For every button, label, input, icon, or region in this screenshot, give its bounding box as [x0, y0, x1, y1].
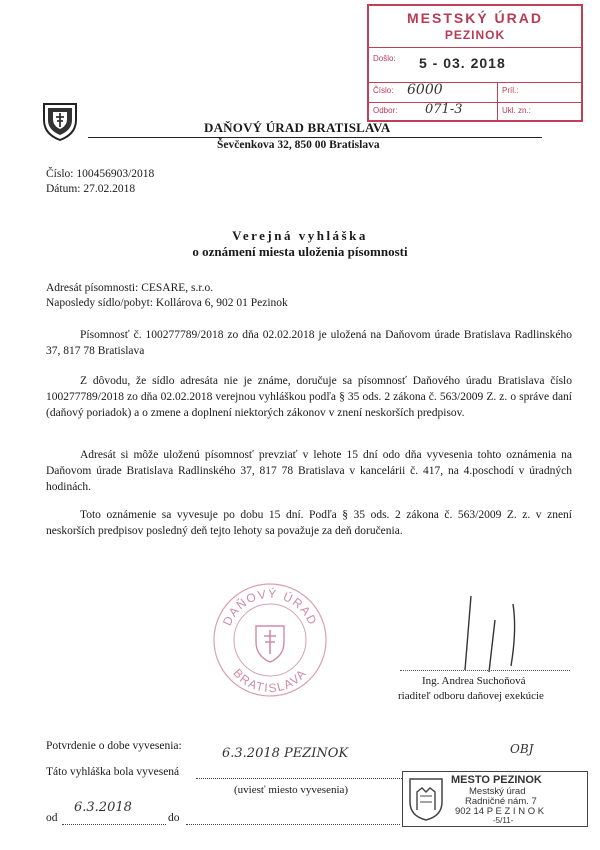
posted-place-line: [196, 778, 402, 779]
town-office-stamp: [402, 771, 588, 827]
town-stamp-line1: MESTO PEZINOK: [451, 774, 542, 786]
received-label: Došlo:: [373, 54, 396, 63]
registry-stamp-subtitle: PEZINOK: [444, 28, 506, 42]
posted-handwritten: 6.3.2018 PEZINOK: [222, 746, 349, 761]
number-value: 6000: [407, 82, 443, 98]
town-crest-icon: [407, 776, 445, 822]
from-label: od: [46, 812, 58, 824]
office-name: DAŇOVÝ ÚRAD BRATISLAVA: [204, 120, 391, 135]
place-hint: (uviesť miesto vyvesenia): [234, 784, 349, 796]
from-date-line: [62, 824, 166, 825]
signatory-name: Ing. Andrea Suchoňová: [422, 675, 526, 687]
registry-stamp-title: MESTSKÝ ÚRAD: [406, 10, 543, 26]
town-stamp-line5: -5/11-: [493, 816, 514, 825]
document-subtitle: o oznámení miesta uloženia písomnosti: [192, 244, 408, 259]
to-label: do: [168, 812, 180, 824]
town-stamp-line3: Radničné nám. 7: [465, 796, 537, 807]
seal-bottom-text: BRATISLAVA: [230, 665, 310, 696]
department-value: 071-3: [425, 102, 463, 117]
paragraph-deposit: Písomnosť č. 100277789/2018 zo dňa 02.02.2018 je uložená na Daňovom úrade Bratislava Radlinského 37, 817 78 Bratislava: [46, 329, 572, 357]
town-stamp-line4: 902 14 P E Z I N O K: [455, 806, 545, 817]
document-number: Číslo: 100456903/2018: [46, 168, 155, 180]
attachments-label: Príl.:: [502, 86, 519, 95]
to-date-line: [186, 824, 400, 825]
storage-label: Ukl. zn.:: [502, 106, 531, 115]
signature-scribble: [455, 590, 535, 680]
paragraph-pickup: Adresát si môže uloženú písomnosť prevziať v lehote 15 dní odo dňa vyvesenia tohto oznámenia na Daňovom úrade Bratislava Radlinského 37, 817 78 Bratislava v kancelárii č. 417, na 4.poschodí v úradných hodinách.: [46, 449, 572, 493]
seal-top-text: DAŇOVÝ ÚRAD: [219, 586, 321, 628]
received-date: 5 - 03. 2018: [419, 55, 506, 71]
office-seal: [210, 580, 330, 700]
signature-line: [400, 670, 570, 671]
addressee-address: Naposledy sídlo/pobyt: Kollárova 6, 902 01 Pezinok: [46, 297, 288, 309]
certificate-heading: Potvrdenie o dobe vyvesenia:: [46, 740, 182, 752]
document-date: Dátum: 27.02.2018: [46, 183, 136, 195]
registry-stamp: [367, 4, 583, 122]
document-title: Verejná vyhláška: [232, 228, 368, 243]
signatory-role: riaditeľ odboru daňovej exekúcie: [398, 690, 544, 702]
office-address: Ševčenkova 32, 850 00 Bratislava: [217, 139, 380, 151]
posted-label: Táto vyhláška bola vyvesená: [46, 766, 180, 778]
initials-handwritten: OBJ: [510, 742, 534, 756]
town-stamp-line2: Mestský úrad: [469, 786, 526, 797]
paragraph-reason: Z dôvodu, že sídlo adresáta nie je známe, doručuje sa písomnosť Daňového úradu Bratislava číslo 100277789/2018 zo dňa 02.02.2018 verejnou vyhláškou podľa § 35 ods. 2 zákona č. 563/2009 Z. z. o správe daní (daňový poriadok) a o zmene a doplnení niektorých zákonov v znení neskorších predpisov.: [46, 375, 572, 419]
number-label: Číslo:: [373, 86, 394, 95]
state-emblem-icon: [40, 100, 80, 142]
department-label: Odbor:: [373, 106, 398, 115]
from-date-handwritten: 6.3.2018: [74, 800, 132, 815]
header-rule: [88, 137, 542, 138]
addressee-name: Adresát písomnosti: CESARE, s.r.o.: [46, 282, 214, 294]
paragraph-posting-period: Toto oznámenie sa vyvesuje po dobu 15 dní. Podľa § 35 ods. 2 zákona č. 563/2009 Z. z. v znení neskorších predpisov posledný deň tejto lehoty sa považuje za deň doručenia.: [46, 509, 572, 537]
